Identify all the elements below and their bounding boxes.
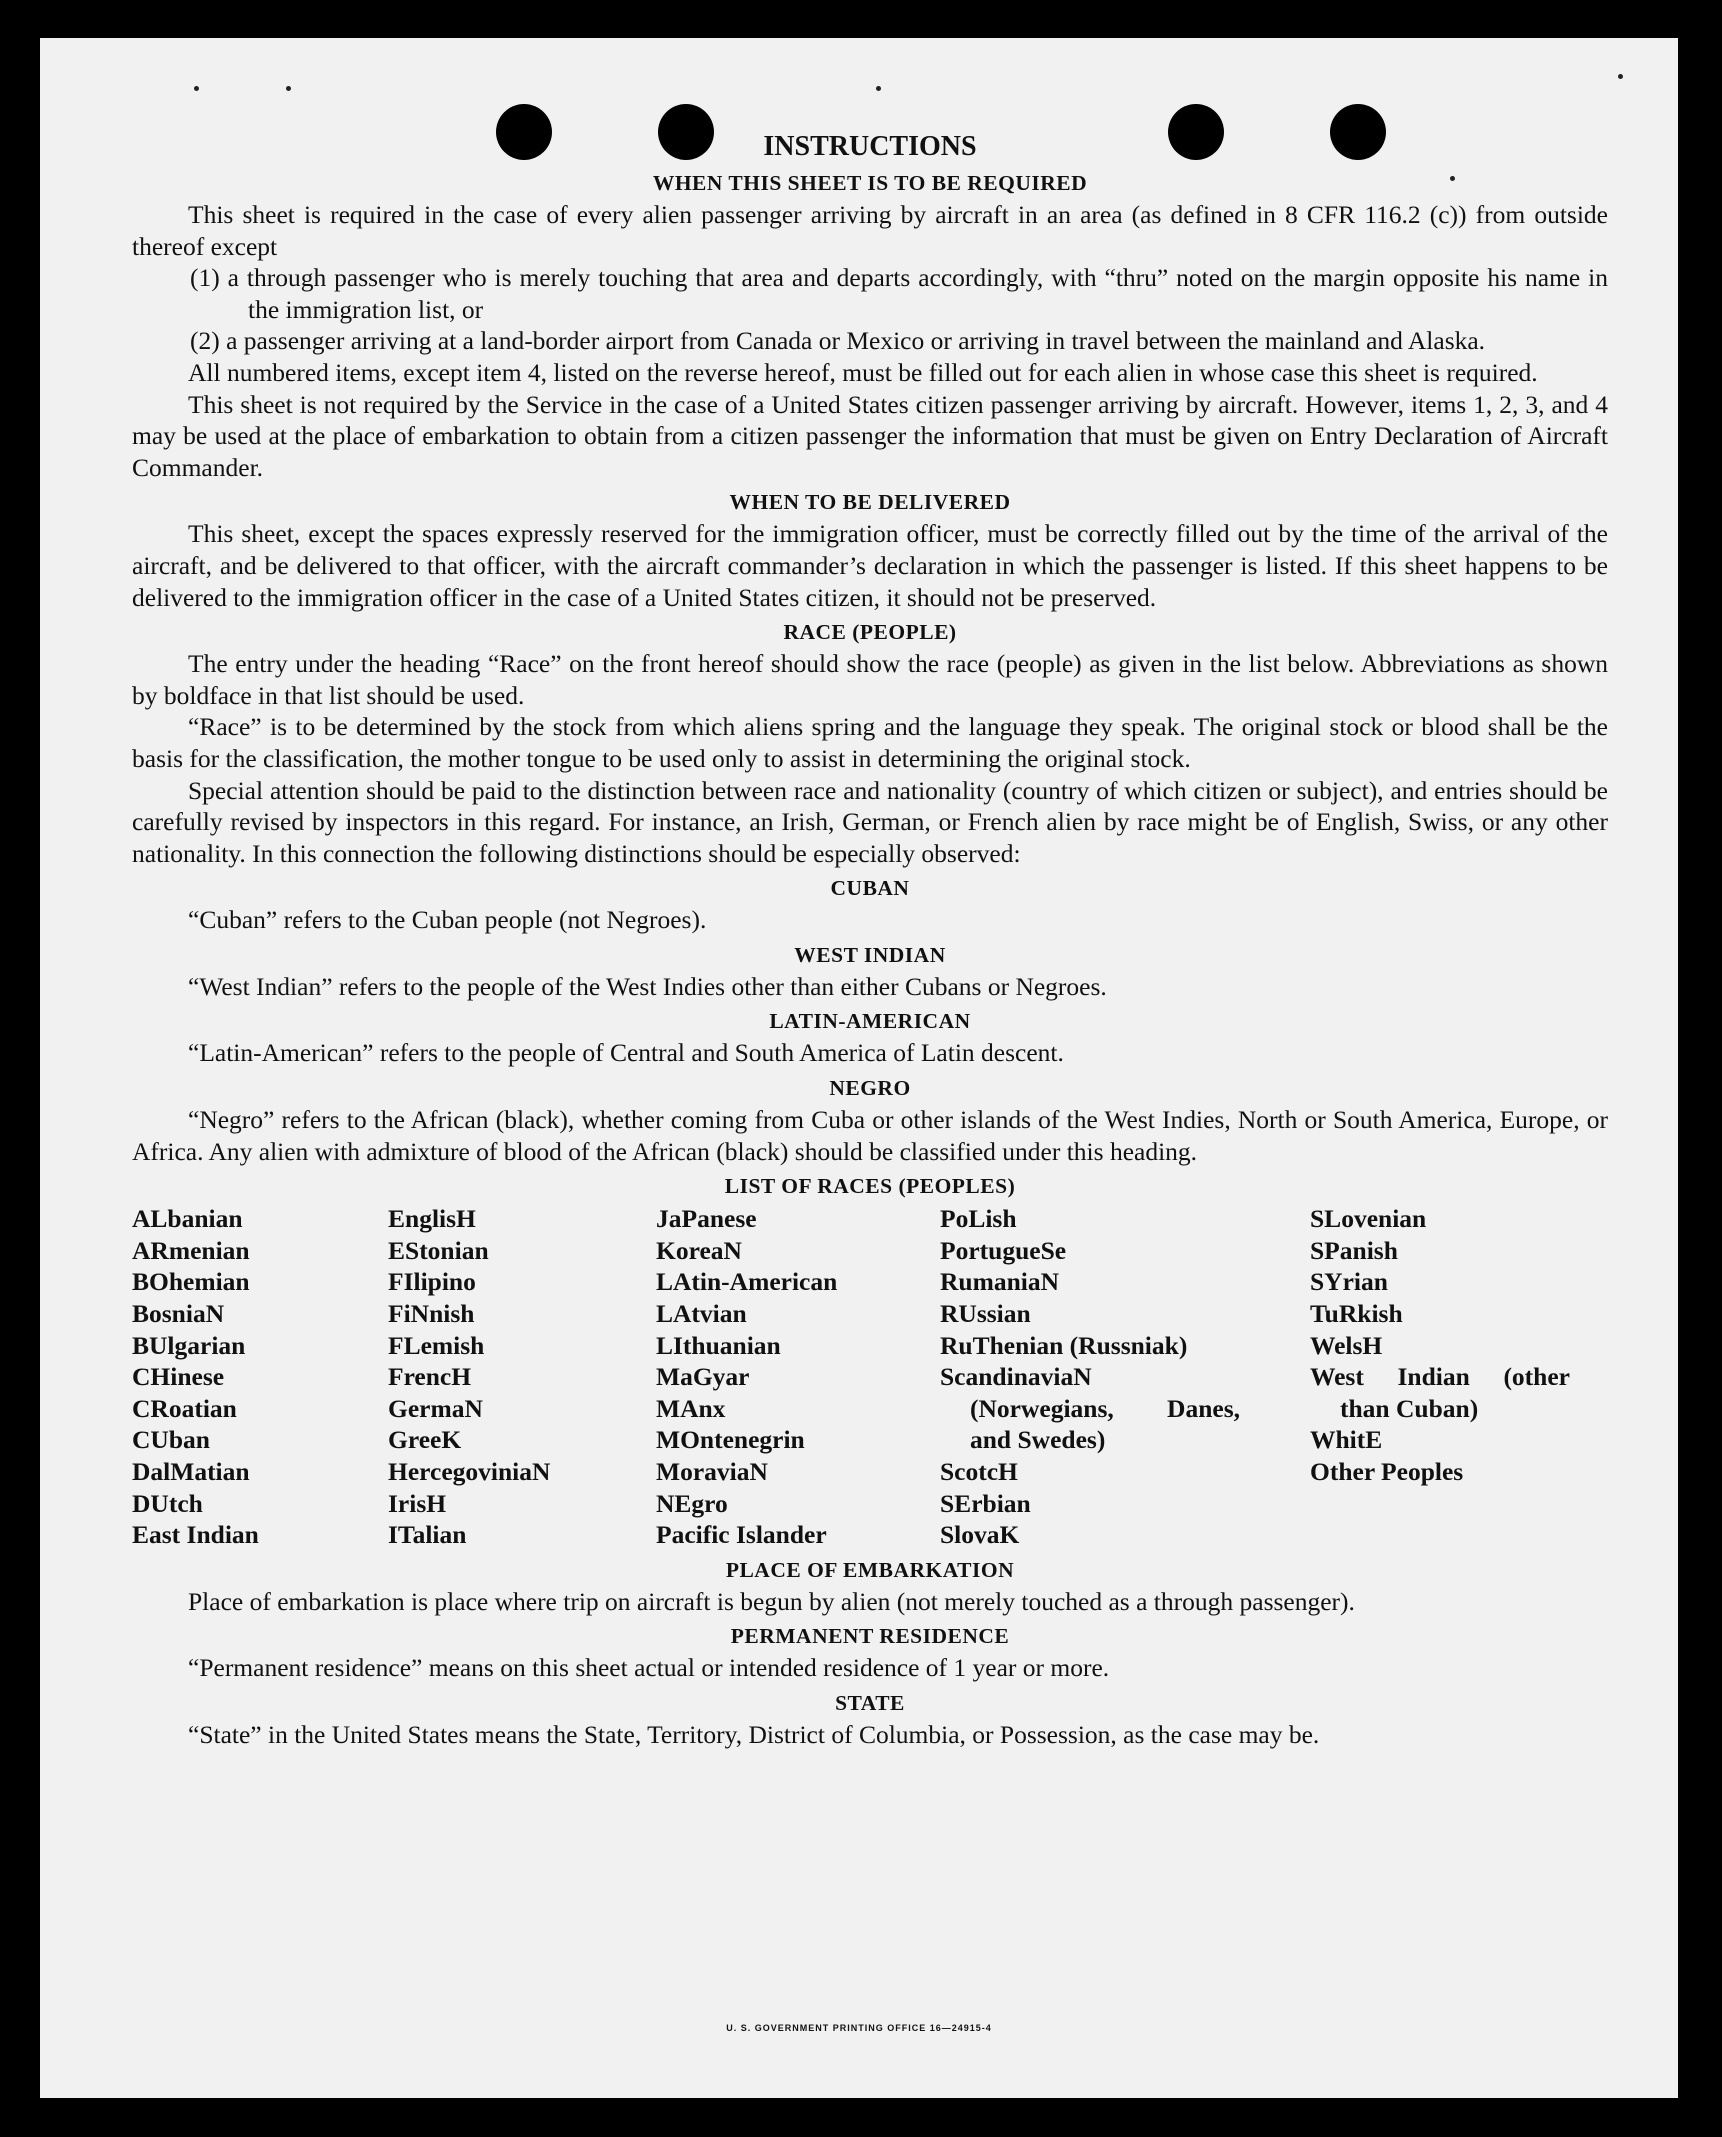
paragraph: “Latin-American” refers to the people of Central and South America of Latin descent. — [188, 1038, 1064, 1068]
race-list-item: FrencH — [388, 1362, 472, 1392]
race-list-item: NEgro — [656, 1488, 728, 1518]
heading-cuban: CUBAN — [830, 876, 910, 901]
race-list-item: GermaN — [388, 1393, 483, 1423]
race-list-item: TuRkish — [1310, 1299, 1403, 1329]
race-list-item: DUtch — [132, 1488, 203, 1518]
heading-state: STATE — [835, 1690, 905, 1715]
race-list-item: ARmenian — [132, 1235, 250, 1265]
paragraph: All numbered items, except item 4, listed on the reverse hereof, must be filled out for each alien in whose case this sheet is required. — [188, 357, 1538, 387]
race-list-item: WhitE — [1310, 1425, 1383, 1455]
heading-list-of-races: LIST OF RACES (PEOPLES) — [724, 1174, 1016, 1199]
race-list-item: RuThenian (Russniak) — [940, 1330, 1188, 1360]
heading-embarkation: PLACE OF EMBARKATION — [725, 1557, 1015, 1582]
race-list-item: FIlipino — [388, 1267, 476, 1297]
paragraph: “Negro” refers to the African (black), whether coming from Cuba or other islands of the West Indies, North or South America, Europe, or Africa. Any alien with admixture of blood of the African (black) should be classified under this heading. — [132, 1105, 1608, 1166]
race-list-item: Pacific Islander — [656, 1520, 827, 1550]
race-list-item: DalMatian — [132, 1457, 250, 1486]
race-list-item: CUban — [132, 1425, 210, 1455]
race-list-item: LAtin-American — [656, 1267, 838, 1297]
race-list-item: RumaniaN — [940, 1267, 1060, 1297]
race-list-item: KoreaN — [656, 1235, 742, 1265]
race-list-item: MoraviaN — [656, 1457, 768, 1486]
paragraph: “Cuban” refers to the Cuban people (not Negroes). — [188, 905, 707, 935]
race-list-item: SLovenian — [1310, 1204, 1427, 1234]
speck — [1618, 74, 1623, 79]
race-list-item: MAnx — [656, 1393, 726, 1423]
race-list-item: SlovaK — [940, 1520, 1020, 1550]
race-list-item: IrisH — [388, 1488, 447, 1518]
race-list-item: JaPanese — [656, 1204, 757, 1234]
page-title: INSTRUCTIONS — [763, 131, 977, 162]
paragraph: Place of embarkation is place where trip on aircraft is begun by alien (not merely touched as a through passenger). — [188, 1586, 1355, 1616]
speck — [194, 86, 199, 91]
speck — [286, 86, 291, 91]
race-list-item: LIthuanian — [656, 1330, 781, 1360]
race-list-item: West Indian (other than Cuban) — [1310, 1362, 1570, 1423]
list-item: (1) a through passenger who is merely touching that area and departs accordingly, with “thru” noted on the margin opposite his name in the immigration list, or — [190, 263, 1608, 324]
paragraph: This sheet is required in the case of every alien passenger arriving by aircraft in an area (as defined in 8 CFR 116.2 (c)) from outside thereof except — [132, 200, 1608, 261]
heading-negro: NEGRO — [829, 1076, 911, 1101]
race-list-item: BosniaN — [132, 1299, 225, 1329]
heading-required: WHEN THIS SHEET IS TO BE REQUIRED — [652, 171, 1088, 195]
list-item: (2) a passenger arriving at a land-border airport from Canada or Mexico or arriving in travel between the mainland and Alaska. — [190, 326, 1486, 356]
race-list-item: EStonian — [388, 1235, 489, 1265]
race-list-item: FLemish — [388, 1330, 485, 1360]
heading-west-indian: WEST INDIAN — [794, 942, 946, 967]
race-list-item: SErbian — [940, 1488, 1031, 1518]
race-list-item: FiNnish — [388, 1299, 475, 1329]
race-list-item: SYrian — [1310, 1267, 1388, 1297]
race-list-item: ScandinaviaN (Norwegians, Danes, and Swedes) — [940, 1362, 1240, 1455]
race-list-item: BUlgarian — [132, 1330, 246, 1360]
race-list-item: RUssian — [940, 1299, 1031, 1329]
printer-imprint: U. S. GOVERNMENT PRINTING OFFICE 16—24915-4 — [726, 2023, 992, 2033]
race-list-item: ALbanian — [132, 1204, 243, 1234]
speck — [876, 86, 881, 91]
race-list-item: PoLish — [940, 1204, 1017, 1234]
paragraph: “Race” is to be determined by the stock from which aliens spring and the language they speak. The original stock or blood shall be the basis for the classification, the mother tongue to be used only to assist in determining the original stock. — [132, 712, 1608, 773]
race-list-item: LAtvian — [656, 1299, 747, 1329]
heading-residence: PERMANENT RESIDENCE — [730, 1624, 1010, 1649]
paragraph: Special attention should be paid to the distinction between race and nationality (country of which citizen or subject), and entries should be carefully revised by inspectors in this regard. For instance, an Irish, German, or French alien by race might be of English, Swiss, or any other nationality. In this connection the following distinctions should be especially observed: — [132, 775, 1608, 868]
race-list-item: ScotcH — [940, 1457, 1018, 1486]
paragraph: “Permanent residence” means on this sheet actual or intended residence of 1 year or more. — [188, 1653, 1110, 1683]
race-list-item: WelsH — [1310, 1330, 1383, 1360]
heading-delivered: WHEN TO BE DELIVERED — [729, 490, 1011, 515]
document-sheet — [40, 38, 1678, 2098]
race-list-item: MaGyar — [656, 1362, 750, 1392]
paragraph: This sheet is not required by the Service in the case of a United States citizen passenger arriving by aircraft. However, items 1, 2, 3, and 4 may be used at the place of embarkation to obtain from a citizen passenger the information that must be given on Entry Declaration of Aircraft Commander. — [132, 389, 1608, 482]
race-list-item: CHinese — [132, 1362, 225, 1392]
heading-race: RACE (PEOPLE) — [783, 620, 957, 645]
race-column — [388, 1203, 656, 1551]
race-column — [656, 1203, 940, 1551]
race-list-item: BOhemian — [132, 1267, 250, 1297]
race-list-item: Other Peoples — [1310, 1457, 1464, 1486]
race-list-item: PortugueSe — [940, 1235, 1067, 1265]
race-list-item: East Indian — [132, 1520, 259, 1550]
race-list-item: MOntenegrin — [656, 1425, 805, 1455]
paragraph: “State” in the United States means the State, Territory, District of Columbia, or Possession, as the case may be. — [188, 1719, 1320, 1749]
race-list-item: CRoatian — [132, 1393, 237, 1423]
race-column — [1310, 1203, 1570, 1551]
paragraph: The entry under the heading “Race” on the front hereof should show the race (people) as given in the list below. Abbreviations as shown by boldface in that list should be used. — [132, 649, 1608, 710]
race-list — [132, 1203, 1608, 1551]
race-column — [940, 1203, 1240, 1551]
race-list-item: ITalian — [388, 1520, 467, 1550]
race-list-item: GreeK — [388, 1425, 462, 1455]
paragraph: “West Indian” refers to the people of the West Indies other than either Cubans or Negroes. — [188, 971, 1107, 1001]
race-list-item: SPanish — [1310, 1235, 1398, 1265]
race-list-item: HercegoviniaN — [388, 1457, 551, 1486]
race-column — [132, 1203, 388, 1551]
paragraph: This sheet, except the spaces expressly reserved for the immigration officer, must be correctly filled out by the time of the arrival of the aircraft, and be delivered to that officer, with the aircraft commander’s declaration in which the passenger is listed. If this sheet happens to be delivered to the immigration officer in the case of a United States citizen, it should not be preserved. — [132, 519, 1608, 612]
race-list-item: EnglisH — [388, 1204, 476, 1234]
instructions-content — [132, 130, 1608, 1751]
heading-latin-american: LATIN-AMERICAN — [769, 1009, 971, 1034]
